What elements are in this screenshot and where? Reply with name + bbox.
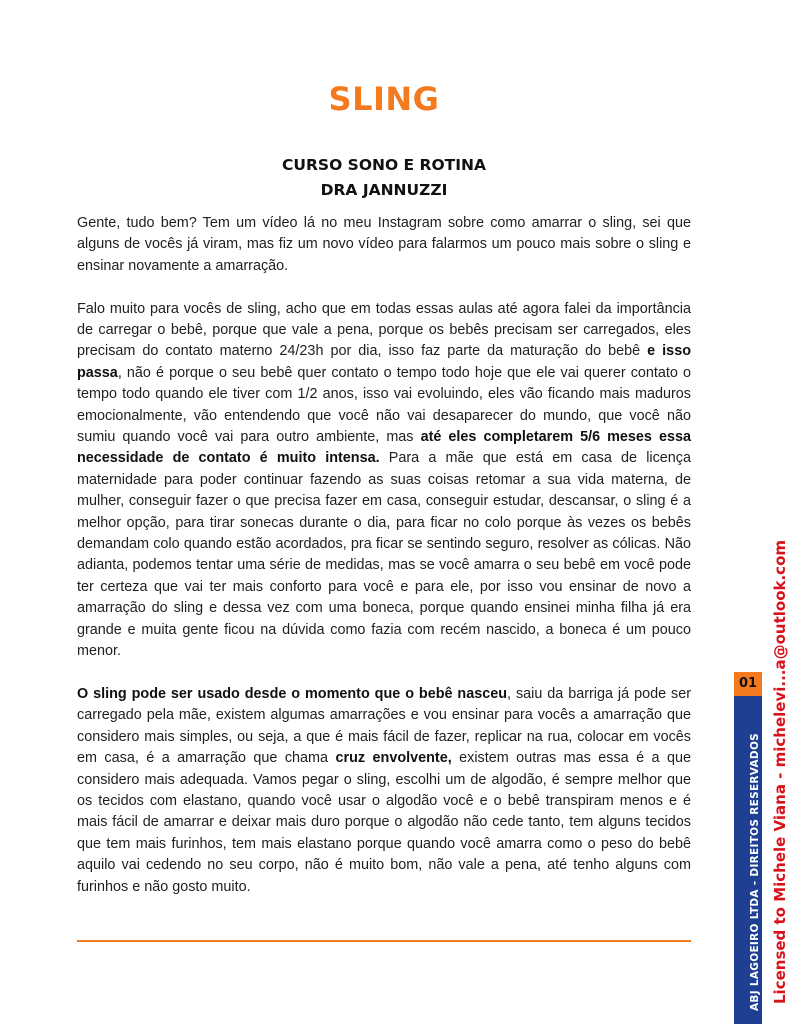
paragraph-2-text-b: , não é porque o seu bebê quer contato o tempo todo hoje que ele vai querer contato o tempo todo quando ele tiver com 1/2 anos, isso vai evoluindo, eles vão ficando mais maduros emocionalmente, vão entendendo que você não vai desaparecer do mundo, que você não sumiu quando você vai para outro ambiente, mas — [77, 364, 691, 446]
paragraph-3 — [77, 684, 691, 898]
body-text — [77, 213, 691, 919]
license-watermark: Licensed to Michele Viana - michelevi...a@outlook.com — [771, 539, 789, 1004]
rights-text: ABJ LAGOEIRO LTDA - DIREITOS RESERVADOS — [749, 732, 761, 1011]
paragraph-2-bold-a: e isso passa — [77, 343, 691, 381]
paragraph-2 — [77, 299, 691, 663]
paragraph-2-bold-b: até eles completarem 5/6 meses essa necessidade de contato é muito intensa. — [77, 429, 691, 467]
course-subtitle — [0, 153, 768, 203]
paragraph-3-text-b: existem outras mas essa é a que considero mais adequada. Vamos pegar o sling, escolhi um de algodão, é sempre melhor que os tecidos com elastano, quando você usar o algodão você e o bebê transpiram menos e é mais fácil de amarrar e deixar mais duro porque o algodão não cede tanto, tem alguns tecidos que tem mais furinhos, tem mais elastano porque quando você amarra como o peso do bebê aquilo vai cedendo no seu corpo, não é muito bom, não vale a pena, até tenho alguns com furinhos e não gosto muito. — [77, 750, 692, 895]
subtitle-author: DRA JANNUZZI — [320, 181, 448, 199]
footer-divider — [77, 940, 691, 942]
page-title: SLING — [328, 80, 440, 118]
page-number-badge: 01 — [734, 672, 762, 696]
paragraph-1-text: Gente, tudo bem? Tem um vídeo lá no meu Instagram sobre como amarrar o sling, sei que alguns de vocês já viram, mas fiz um novo vídeo para falarmos um pouco mais sobre o sling e ensinar novamente a amarração. — [77, 215, 691, 274]
paragraph-3-text-a: , saiu da barriga já pode ser carregado pela mãe, existem algumas amarrações e vou ensinar para vocês a amarração que considero mais simples, ou seja, a que é mais fácil de fazer, replicar na rua, colocar em vocês em casa, é a amarração que chama — [77, 685, 691, 767]
paragraph-3-bold-a: O sling pode ser usado desde o momento que o bebê nasceu — [77, 685, 508, 702]
paragraph-2-text-c: Para a mãe que está em casa de licença maternidade para poder continuar fazendo as suas coisas retomar a sua vida materna, de mulher, conseguir fazer o que precisa fazer em casa, conseguir estudar, descansar, o sling é a melhor opção, para tirar sonecas durante o dia, para ficar no colo porque às vezes os bebês demandam colo quando estão acordados, pra ficar se sentindo seguro, resolver as cólicas. Não adianta, podemos tentar uma série de medidas, mas se você amarra o seu bebê em você pode ter certeza que vai ter mais conforto para você e para ele, por isso vou ensinar de novo a amarração do sling e dessa vez com uma boneca, porque quando ensinei minha filha já era grande e muita gente ficou na dúvida como fazia com recém nascido, a boneca é um pouco menor. — [77, 450, 691, 660]
paragraph-3-bold-b: cruz envolvente, — [335, 750, 452, 767]
paragraph-2-text-a: Falo muito para vocês de sling, acho que em todas essas aulas até agora falei da importância de carregar o bebê, porque que vale a pena, porque os bebês precisam ser carregados, eles precisam do contato materno 24/23h por dia, isso faz parte da maturação do bebê — [77, 300, 691, 360]
paragraph-1 — [77, 213, 691, 277]
subtitle-course-name: CURSO SONO E ROTINA — [282, 156, 486, 174]
